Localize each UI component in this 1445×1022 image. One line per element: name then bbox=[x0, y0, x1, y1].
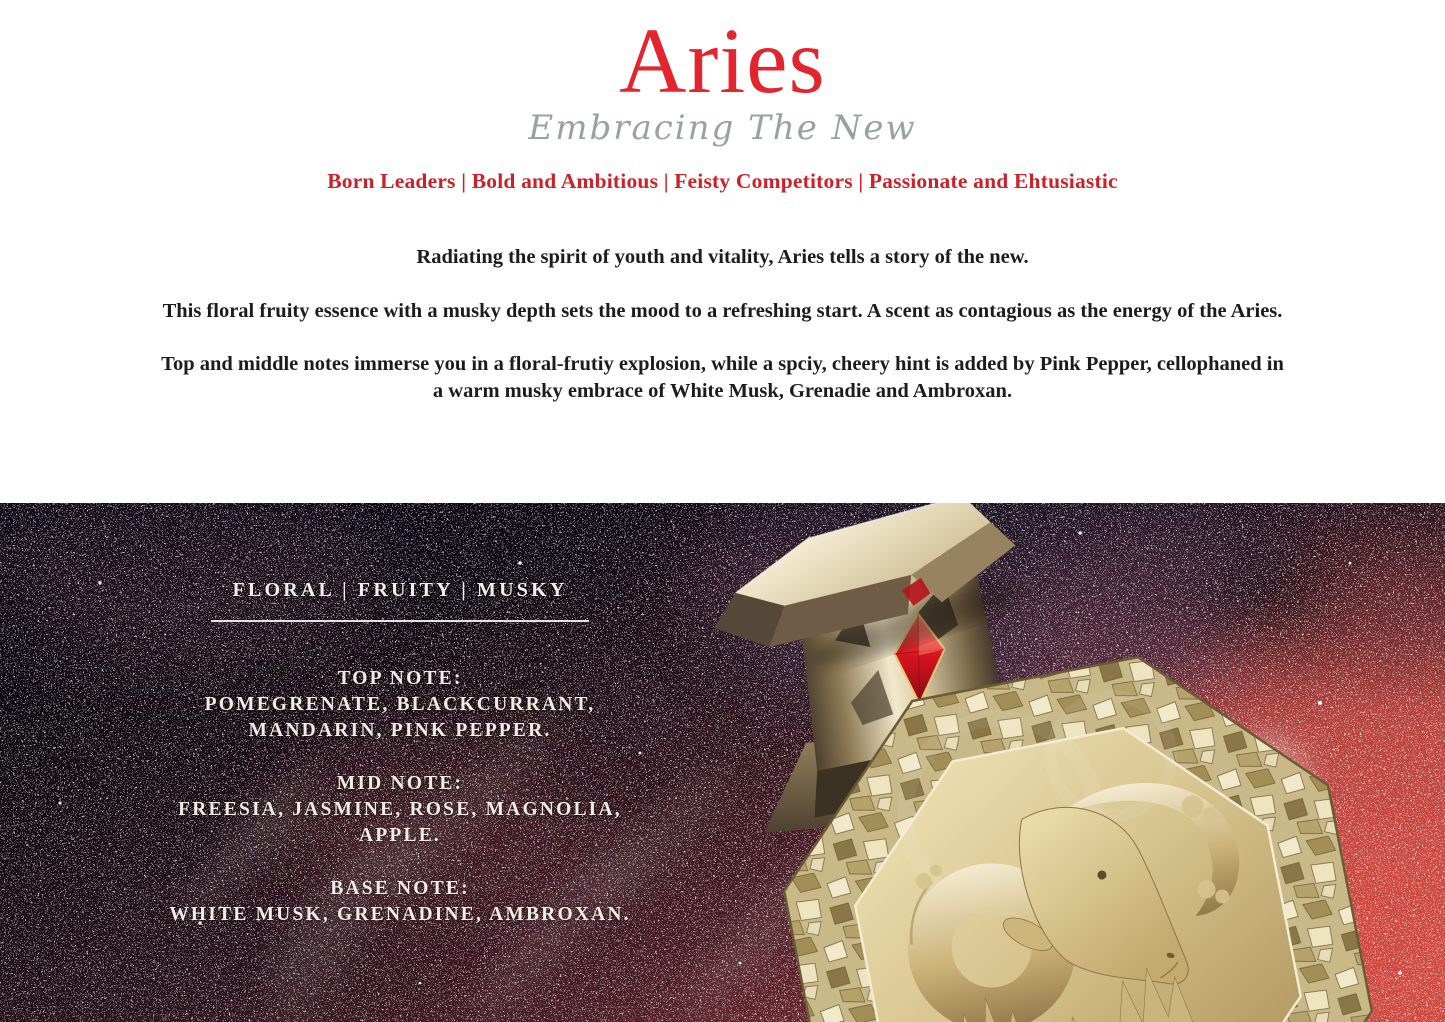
personality-tagline: Born Leaders | Bold and Ambitious | Feisty Competitors | Passionate and Ehtusiastic bbox=[327, 169, 1118, 194]
scent-profile-heading: FLORAL | FRUITY | MUSKY bbox=[232, 579, 568, 601]
note-label: BASE NOTE: bbox=[330, 877, 470, 899]
page-subtitle: Embracing The New bbox=[528, 108, 917, 149]
galaxy-section bbox=[0, 503, 1445, 1022]
note-items: FREESIA, JASMINE, ROSE, MAGNOLIA, bbox=[178, 798, 622, 820]
header-section bbox=[0, 0, 1445, 503]
note-items: WHITE MUSK, GRENADINE, AMBROXAN. bbox=[169, 903, 631, 925]
notes-list bbox=[0, 666, 800, 928]
page-title: Aries bbox=[619, 10, 826, 113]
intro-copy bbox=[138, 244, 1308, 404]
scent-notes-block bbox=[0, 579, 800, 955]
note-items: POMEGRENATE, BLACKCURRANT, bbox=[204, 693, 596, 715]
note-items: MANDARIN, PINK PEPPER. bbox=[248, 719, 552, 741]
intro-paragraph: Top and middle notes immerse you in a floral-frutiy explosion, while a spciy, cheery hint is added by Pink Pepper, cellophaned in a warm musky embrace of White Musk, Grenadie and Ambroxan. bbox=[161, 353, 1284, 402]
base-note-group bbox=[0, 876, 800, 928]
mid-note-group bbox=[0, 771, 800, 849]
note-label: MID NOTE: bbox=[336, 772, 464, 794]
divider-line bbox=[211, 620, 589, 622]
intro-paragraph: This floral fruity essence with a musky depth sets the mood to a refreshing start. A scent as contagious as the energy of the Aries. bbox=[162, 299, 1283, 322]
note-label: TOP NOTE: bbox=[337, 667, 463, 689]
top-note-group bbox=[0, 666, 800, 744]
intro-paragraph: Radiating the spirit of youth and vitality, Aries tells a story of the new. bbox=[416, 246, 1029, 269]
note-items: APPLE. bbox=[359, 824, 441, 846]
